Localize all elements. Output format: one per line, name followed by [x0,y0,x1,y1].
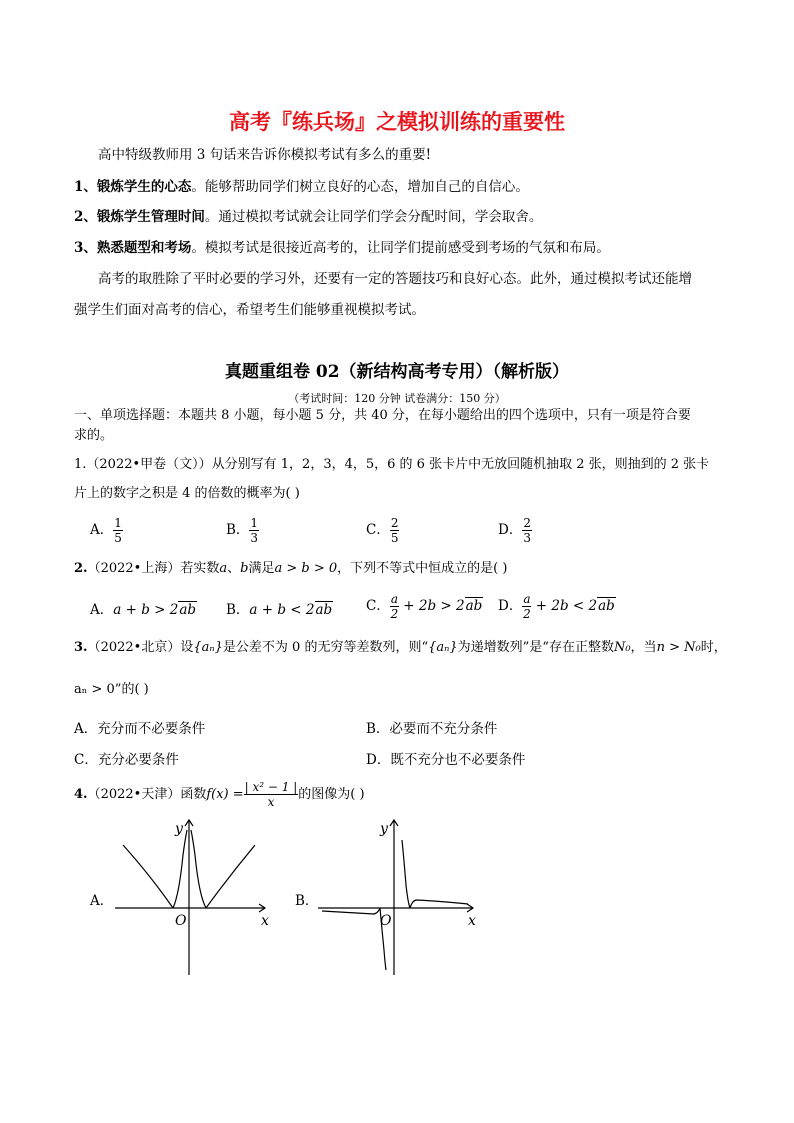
q2-option-a[interactable] [90,598,197,618]
graph-a-right-inner [191,830,206,908]
q4-func: f(x) = [206,787,244,802]
q2-option-d-num: a [523,592,531,606]
q1-option-a-den: 5 [114,531,122,545]
paper-title: 真题重组卷 02（新结构高考专用）（解析版） [224,362,570,382]
point-3-head: 熟悉题型和考场 [96,240,192,256]
q3-option-c[interactable] [74,748,179,768]
q2-option-b-root: ab [315,602,333,618]
q3-option-d-text: 既不充分也不必要条件 [390,752,526,768]
q2-option-a-label: A． [90,602,114,618]
graph-a-origin-label: O [175,913,187,929]
intro-text: 高中特级教师用 3 句话来告诉你模拟考试有多么的重要! [98,147,432,163]
q1-option-b[interactable] [226,516,259,545]
q2-option-c-label: C． [366,598,390,614]
q1-line-2: 片上的数字之积是 4 的倍数的概率为( ) [74,486,300,501]
q4-part-1: （2022•天津）函数 [87,787,207,802]
q1-option-c-label: C． [366,522,390,538]
q2-sep: 、 [227,561,241,576]
q3-part-2: 是公差不为 0 的无穷等差数列，则“ [222,640,429,655]
q1-option-a[interactable] [90,516,123,545]
section-1-line-2: 求的。 [74,428,114,443]
q3-option-b-label: B． [366,721,390,737]
q3-option-d-label: D． [366,752,391,768]
graph-a-left-branch [123,845,173,908]
point-1-num: 1、 [74,179,97,195]
section-1-line-1: 一、单项选择题：本题共 8 小题，每小题 5 分，共 40 分，在每小题给出的四个选项中，只有一项是符合要 [74,408,691,423]
q2-stem [74,559,507,579]
closing-line-2: 强学生们面对高考的信心，希望考生们能够重视模拟考试。 [74,302,425,318]
graph-a-right-branch [206,845,255,908]
graph-b-right-inner [402,840,410,908]
q3-part-3: 为递增数列”是“存在正整数 [457,640,614,655]
q2-option-d-root: ab [598,598,615,614]
exam-meta: （考试时间：120 分钟 试卷满分：150 分） [288,392,506,405]
q3-number: 3. [74,640,88,655]
q2-option-a-root: ab [179,602,197,618]
q1-option-d-fraction [522,516,532,545]
point-1 [74,177,529,197]
q4-graph-b[interactable] [318,815,483,980]
q3-option-d[interactable] [366,748,525,768]
point-2-num: 2、 [74,209,97,225]
point-3 [74,238,610,258]
q2-option-d-expr: + 2b < 2 [531,598,598,614]
q1-option-b-fraction [249,516,259,545]
q3-cond: n > N₀ [656,640,701,655]
q4-den: x [267,795,275,809]
q1-option-c-den: 5 [390,531,399,545]
q4-option-a-label[interactable]: A． [90,893,114,909]
graph-b-left-branch [322,908,380,914]
q2-condition: a > b > 0 [274,561,338,576]
q2-option-b-expr: a + b < 2 [249,602,315,618]
q1-option-d-label: D． [498,522,523,538]
q2-source: （2022•上海）若实数 [87,561,220,576]
q1-option-c-fraction [390,516,400,545]
q2-option-c[interactable] [366,592,483,621]
point-1-head: 锻炼学生的心态 [96,179,192,195]
q2-option-c-num: a [390,592,398,606]
q1-option-a-label: A． [90,522,114,538]
point-1-text: 。能够帮助同学们树立良好的心态，增加自己的自信心。 [191,179,529,195]
q1-option-b-num: 1 [250,516,259,530]
q4-number: 4. [74,787,88,802]
closing-line-1: 高考的取胜除了平时必要的学习外，还要有一定的答题技巧和良好心态。此外，通过模拟考试还能增 [98,271,692,287]
q1-option-b-label: B． [226,522,250,538]
q4-part-2: 的图像为( ) [298,787,365,802]
graph-a-x-label: x [261,913,269,929]
q4-stem [74,780,365,809]
q3-stem-line-2: aₙ > 0”的( ) [74,682,149,697]
q1-option-c-num: 2 [390,516,399,530]
graph-b-origin-label: O [380,913,392,929]
q2-number: 2. [74,561,88,576]
q2-option-d-label: D． [498,598,523,614]
q4-num: | x² − 1 | [244,780,298,794]
q2-option-a-expr: a + b > 2 [113,602,179,618]
graph-b-x-label: x [468,913,476,929]
q3-option-a-text: 充分而不必要条件 [97,721,206,737]
q1-option-a-num: 1 [114,516,122,530]
q2-option-c-den: 2 [390,607,399,621]
q1-option-a-fraction [113,516,123,545]
graph-a-left-inner [173,830,187,908]
point-2 [74,207,542,227]
q4-graph-a[interactable] [115,815,275,980]
q3-seq-1: {aₙ} [193,640,223,655]
point-3-text: 。模拟考试是很接近高考的，让同学们提前感受到考场的气氛和布局。 [191,240,610,256]
q3-option-c-label: C． [74,752,98,768]
point-3-num: 3、 [74,240,97,256]
q3-part-4: ，当 [630,640,657,655]
q2-mid: 满足 [248,561,275,576]
q3-part-1: （2022•北京）设 [87,640,194,655]
q3-option-b[interactable] [366,717,497,737]
q4-option-b-label[interactable]: B． [295,893,319,909]
point-2-text: 。通过模拟考试就会让同学们学会分配时间，学会取舍。 [204,209,543,225]
q2-option-c-fraction [390,592,399,621]
q2-var-b: b [240,561,249,576]
graph-a-y-label: y [175,821,183,837]
q3-seq-2: {aₙ} [428,640,458,655]
q1-option-d-num: 2 [523,516,531,530]
q3-n0: N₀ [613,640,631,655]
q4-fraction [244,780,299,809]
q2-suffix: ，下列不等式中恒成立的是( ) [337,561,508,576]
q3-option-a[interactable] [74,717,205,737]
q1-line-1: 1.（2022•甲卷（文））从分别写有 1，2，3，4，5，6 的 6 张卡片中无放回随机抽取 2 张，则抽到的 2 张卡 [74,457,710,472]
graph-b-right-branch [410,900,468,908]
q3-option-a-label: A． [74,721,98,737]
q3-option-b-text: 必要而不充分条件 [389,721,498,737]
point-2-head: 锻炼学生管理时间 [96,209,205,225]
q3-part-5: 时， [700,640,727,655]
q2-var-a: a [219,561,228,576]
q3-option-c-text: 充分必要条件 [97,752,179,768]
q1-option-d[interactable] [498,516,532,545]
q2-option-b[interactable] [226,598,333,618]
q2-option-d-den: 2 [523,607,531,621]
graph-b-y-label: y [380,821,388,837]
q1-option-c[interactable] [366,516,399,545]
page-title: 高考『练兵场』之模拟训练的重要性 [229,110,565,134]
q3-stem-line-1 [74,638,727,658]
q1-option-b-den: 3 [250,531,259,545]
q2-option-d[interactable] [498,592,616,621]
q2-option-c-root: ab [465,598,483,614]
q1-option-d-den: 3 [523,531,531,545]
q2-option-c-expr: + 2b > 2 [399,598,465,614]
q2-option-b-label: B． [226,602,250,618]
